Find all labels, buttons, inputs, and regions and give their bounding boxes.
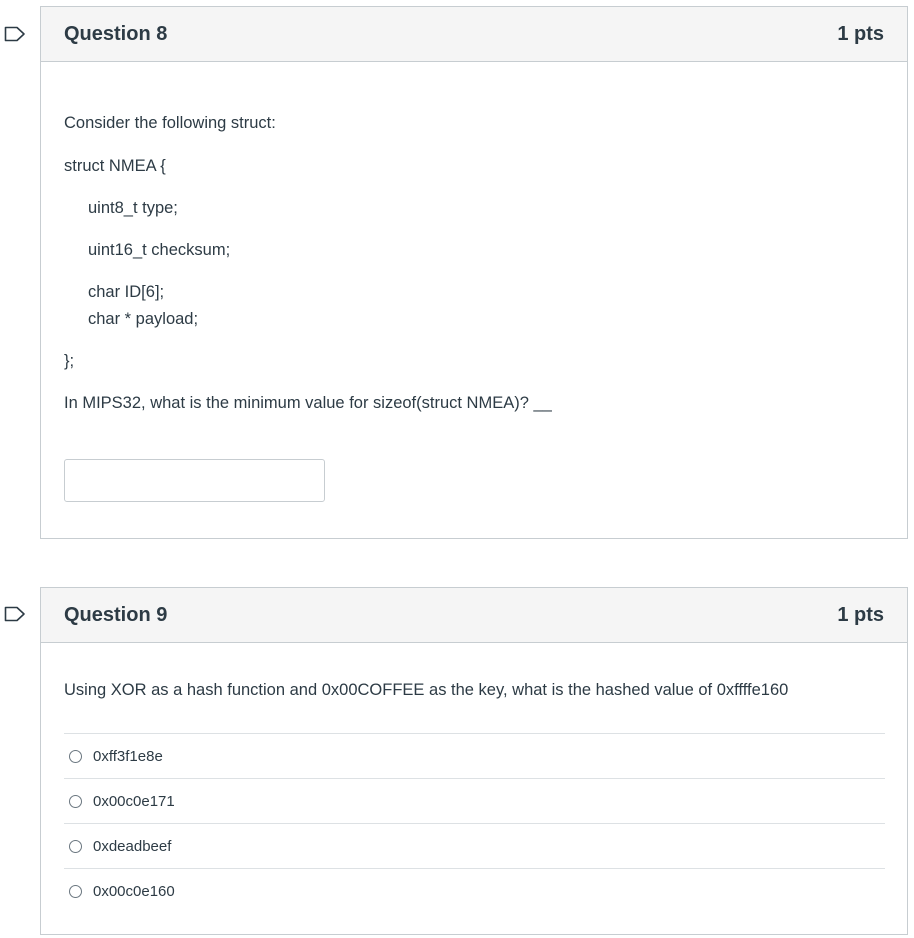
code-line: }; — [64, 352, 75, 370]
answer-option[interactable] — [64, 823, 885, 868]
question-header — [41, 588, 907, 643]
question-title: Question 9 — [64, 603, 168, 626]
answer-field[interactable] — [64, 459, 325, 502]
option-label: 0x00c0e171 — [93, 792, 175, 810]
answer-option[interactable] — [64, 778, 885, 823]
radio-button[interactable] — [69, 795, 82, 808]
question-9-card — [40, 587, 908, 935]
code-line: uint8_t type; — [88, 199, 178, 217]
code-line: struct NMEA { — [64, 157, 166, 175]
option-label: 0xff3f1e8e — [93, 747, 163, 765]
radio-button[interactable] — [69, 885, 82, 898]
question-8-card — [40, 6, 908, 539]
flag-question-icon[interactable] — [4, 606, 26, 622]
question-title: Question 8 — [64, 22, 168, 45]
radio-button[interactable] — [69, 750, 82, 763]
answer-input[interactable] — [65, 460, 324, 501]
code-line: char ID[6]; — [88, 283, 165, 301]
question-text: Consider the following struct: — [64, 114, 276, 132]
question-points: 1 pts — [837, 22, 884, 45]
code-line: uint16_t checksum; — [88, 241, 231, 259]
question-points: 1 pts — [837, 603, 884, 626]
flag-question-icon[interactable] — [4, 26, 26, 42]
option-label: 0xdeadbeef — [93, 837, 172, 855]
question-prompt: Using XOR as a hash function and 0x00COFFEE as the key, what is the hashed value of 0xffffe160 — [64, 681, 789, 699]
answer-option[interactable] — [64, 733, 885, 778]
answer-option[interactable] — [64, 868, 885, 913]
question-header — [41, 7, 907, 62]
radio-button[interactable] — [69, 840, 82, 853]
answer-options — [64, 733, 885, 913]
question-prompt: In MIPS32, what is the minimum value for sizeof(struct NMEA)? __ — [64, 394, 552, 412]
option-label: 0x00c0e160 — [93, 882, 175, 900]
code-line: char * payload; — [88, 310, 199, 328]
